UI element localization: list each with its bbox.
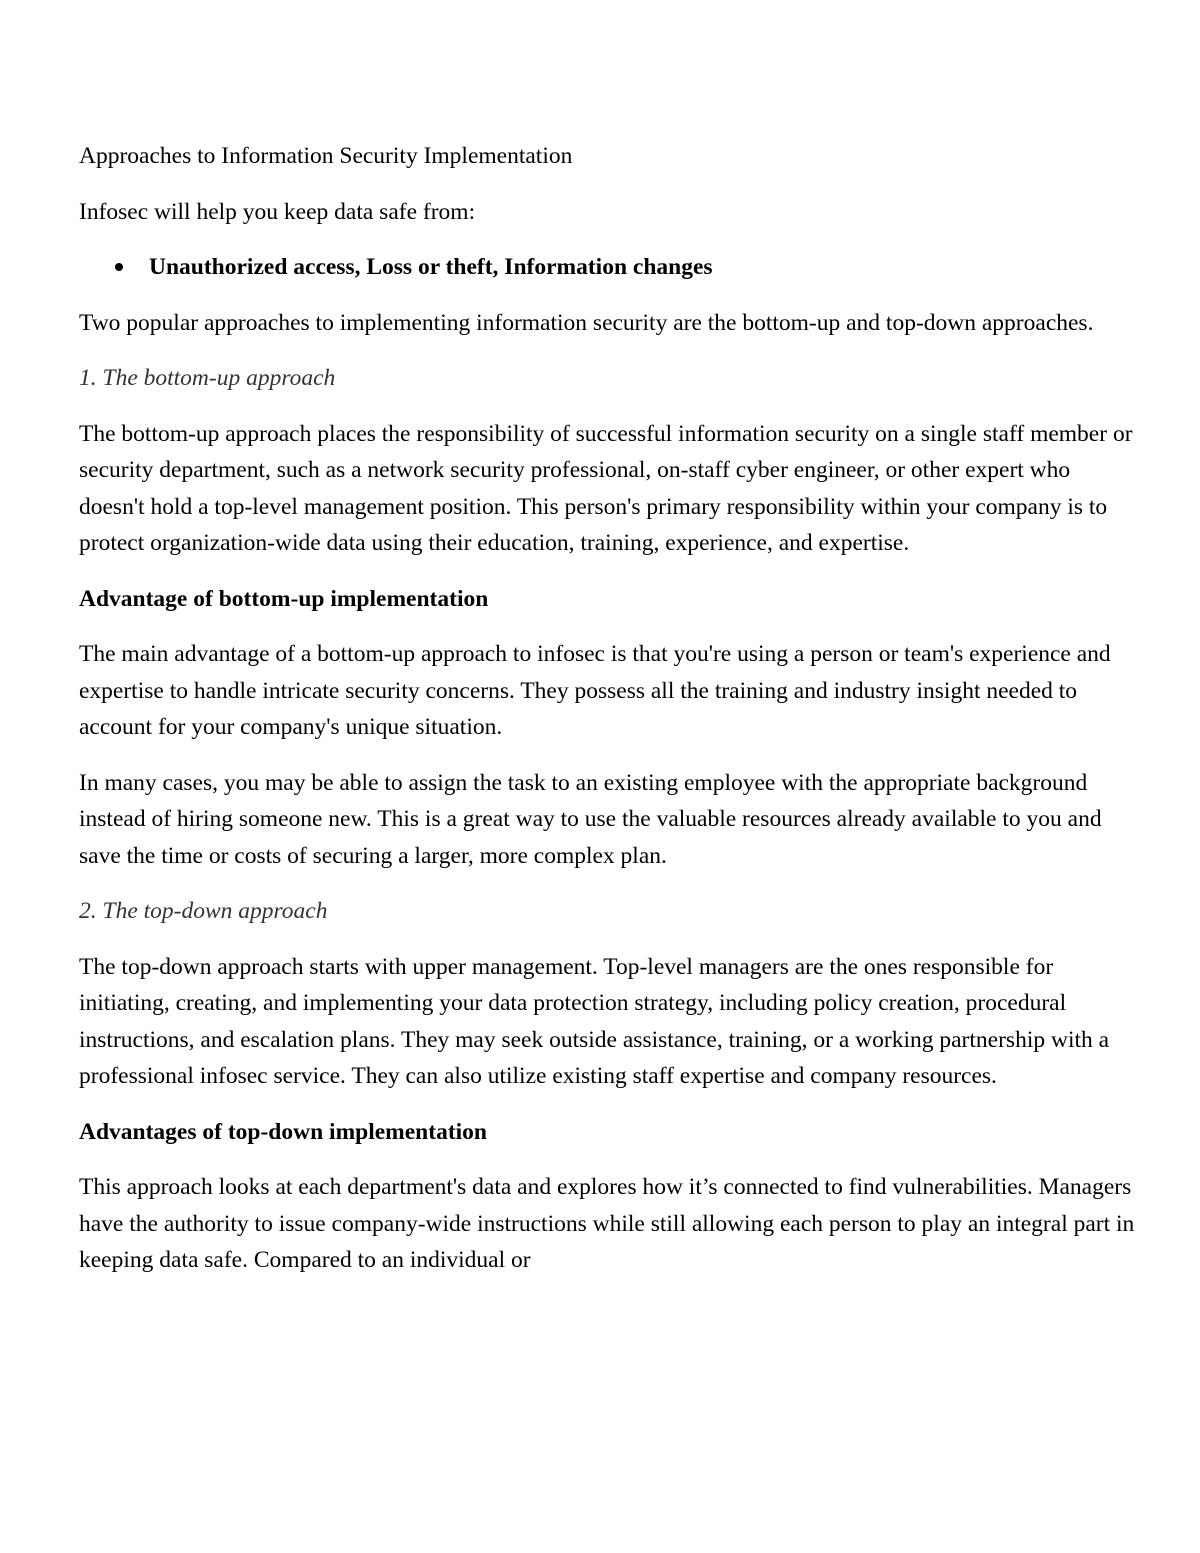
- section-heading-bottom-up: 1. The bottom-up approach: [79, 365, 336, 391]
- top-down-advantage-paragraph: This approach looks at each department's data and explores how it’s connected to find vulnerabilities. Managers have the authority to issue company-wide instructions while still allowing each person to play an integral part in keeping data safe. Compared to an individual or: [79, 1174, 1135, 1273]
- section-heading-top-down: 2. The top-down approach: [79, 898, 328, 924]
- intro-paragraph: Infosec will help you keep data safe from:: [79, 198, 476, 225]
- bottom-up-paragraph: The bottom-up approach places the responsibility of successful information security on a single staff member or security department, such as a network security professional, on-staff cyber engineer, or other expert who doesn't hold a top-level management position. This person's primary responsibility within your company is to protect organization-wide data using their education, training, experience, and expertise.: [79, 420, 1133, 556]
- list-item: [79, 249, 1139, 286]
- subheading-bottom-up-advantage: Advantage of bottom-up implementation: [79, 585, 489, 612]
- document-page: [79, 138, 1139, 1298]
- threat-list: [79, 249, 1139, 286]
- top-down-paragraph: The top-down approach starts with upper management. Top-level managers are the ones responsible for initiating, creating, and implementing your data protection strategy, including policy creation, procedural instructions, and escalation plans. They may seek outside assistance, training, or a working partnership with a professional infosec service. They can also utilize existing staff expertise and company resources.: [79, 953, 1110, 1089]
- bottom-up-advantage-paragraph-1: The main advantage of a bottom-up approach to infosec is that you're using a person or team's experience and expertise to handle intricate security concerns. They possess all the training and industry insight needed to account for your company's unique situation.: [79, 641, 1111, 740]
- subheading-top-down-advantage: Advantages of top-down implementation: [79, 1118, 488, 1145]
- overview-paragraph: Two popular approaches to implementing information security are the bottom-up and top-down approaches.: [79, 309, 1094, 336]
- bottom-up-advantage-paragraph-2: In many cases, you may be able to assign the task to an existing employee with the appropriate background instead of hiring someone new. This is a great way to use the valuable resources already available to you and save the time or costs of securing a larger, more complex plan.: [79, 769, 1102, 869]
- bullet-icon: [115, 263, 123, 271]
- document-title: Approaches to Information Security Implementation: [79, 143, 573, 169]
- list-item-text: Unauthorized access, Loss or theft, Information changes: [149, 254, 713, 280]
